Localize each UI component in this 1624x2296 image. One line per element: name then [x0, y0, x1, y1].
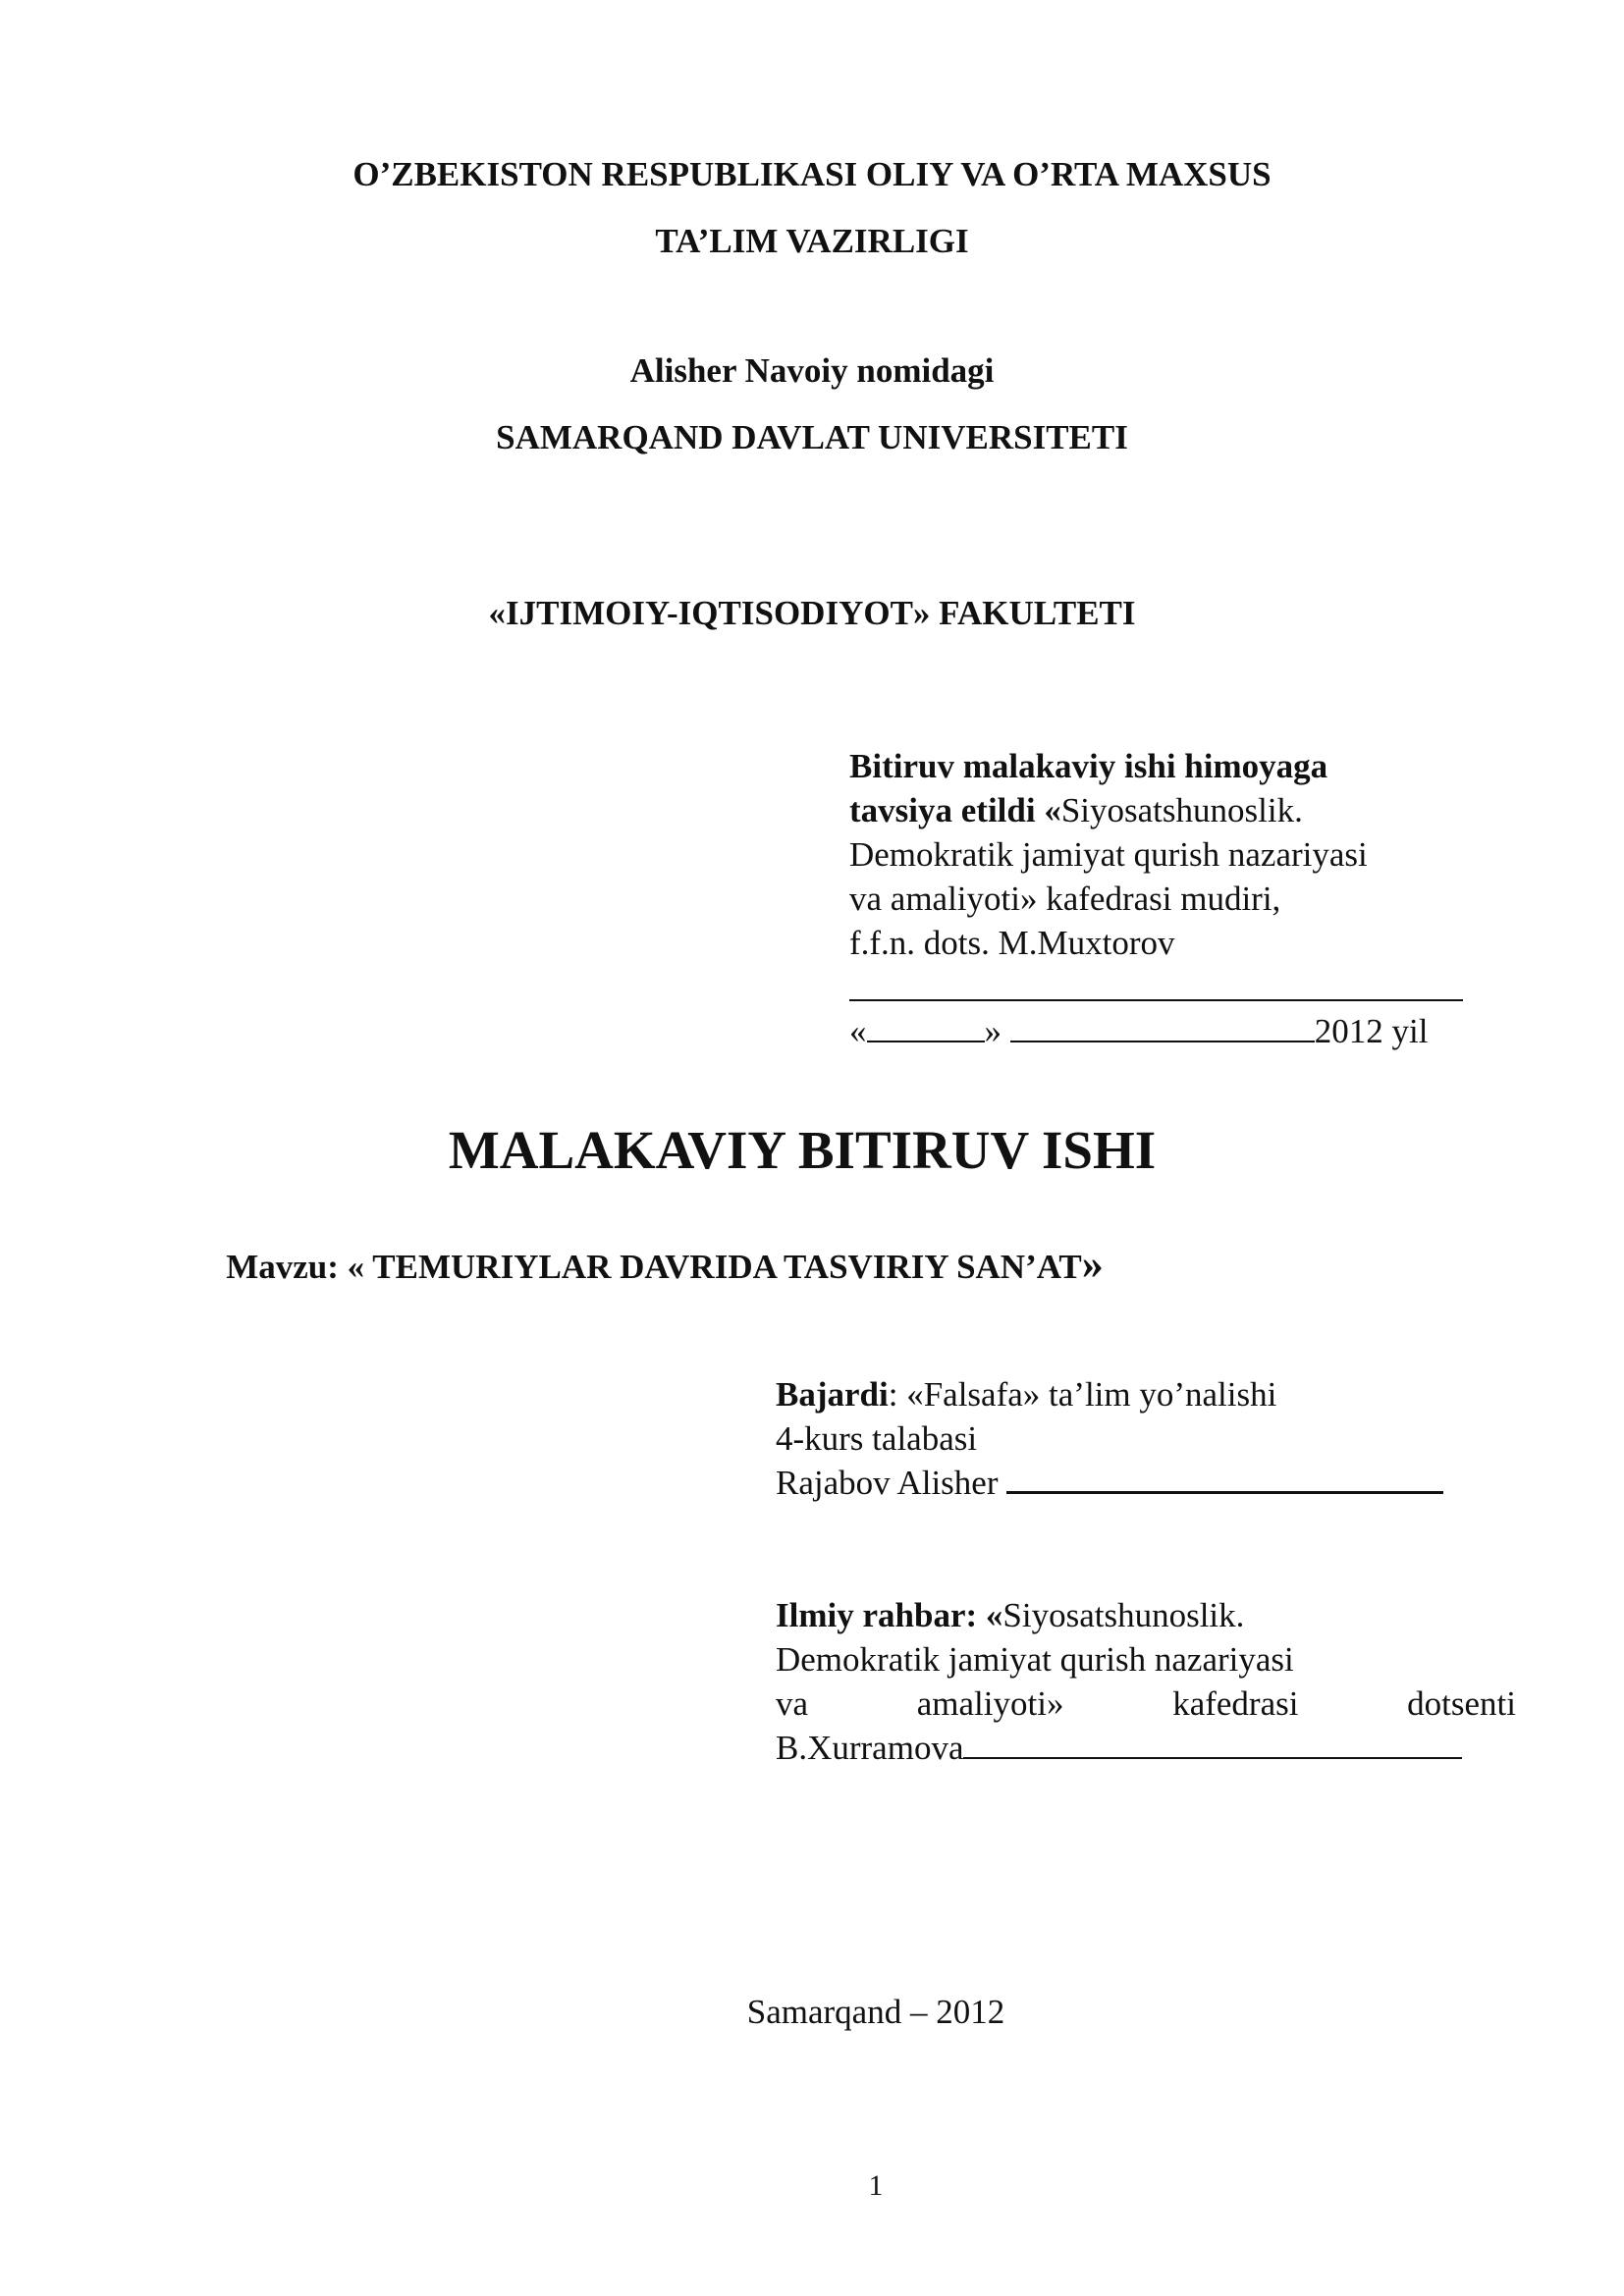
advisor-word-2: amaliyoti»	[916, 1684, 1064, 1723]
advisor-line-4	[776, 1726, 1516, 1770]
advisor-line-1	[776, 1593, 1516, 1637]
approval-line-2	[849, 788, 1478, 832]
university-line-1: Alisher Navoiy nomidagi	[629, 351, 995, 390]
performer-signature-blank	[1006, 1462, 1443, 1494]
performer-name: Rajabov Alisher	[776, 1464, 1007, 1502]
ministry-line-1: O’ZBEKISTON RESPUBLIKASI OLIY VA O’RTA MAXSUS	[352, 155, 1272, 193]
approval-line-2-bold: tavsiya etildi «	[849, 791, 1061, 829]
approval-line-5: f.f.n. dots. M.Muxtorov	[849, 924, 1175, 962]
advisor-word-1: va	[776, 1684, 809, 1723]
approval-date-line	[849, 1009, 1478, 1053]
day-blank	[867, 1011, 985, 1042]
date-open-quote: «	[849, 1012, 867, 1050]
ministry-line-2: TA’LIM VAZIRLIGI	[655, 222, 969, 260]
advisor-name: B.Xurramova	[776, 1729, 964, 1767]
approval-block	[849, 744, 1478, 1053]
advisor-word-3: kafedrasi	[1172, 1684, 1299, 1723]
page-number: 1	[868, 2169, 884, 2202]
topic-label: Mavzu: « TEMURIYLAR DAVRIDA TASVIRIY SAN’AT	[226, 1248, 1082, 1286]
performer-line-3	[776, 1461, 1522, 1505]
approval-line-2-rest: Siyosatshunoslik.	[1060, 791, 1303, 829]
thesis-topic	[0, 1239, 1477, 1289]
performer-line-1	[776, 1372, 1522, 1416]
approval-line-3: Demokratik jamiyat qurish nazariyasi	[849, 835, 1368, 874]
university-line-2: SAMARQAND DAVLAT UNIVERSITETI	[496, 418, 1128, 456]
advisor-line-1-rest: Siyosatshunoslik.	[1002, 1596, 1245, 1634]
document-title: MALAKAVIY BITIRUV ISHI	[448, 1120, 1157, 1180]
date-year: 2012 yil	[1314, 1012, 1429, 1050]
advisor-block	[776, 1593, 1516, 1770]
performer-label: Bajardi	[776, 1375, 889, 1414]
advisor-signature-blank	[963, 1728, 1462, 1759]
advisor-label: Ilmiy rahbar: «	[776, 1596, 1003, 1634]
performer-block	[776, 1372, 1522, 1505]
approval-signature-line	[849, 965, 1478, 1009]
approval-line-1: Bitiruv malakaviy ishi himoyaga	[849, 747, 1328, 785]
topic-close-quote: »	[1081, 1240, 1104, 1288]
date-close-quote: »	[984, 1012, 1001, 1050]
advisor-line-3	[776, 1682, 1516, 1726]
advisor-line-2: Demokratik jamiyat qurish nazariyasi	[776, 1640, 1294, 1679]
performer-line-1-rest: : «Falsafa» ta’lim yo’nalishi	[888, 1375, 1277, 1414]
faculty-name: «IJTIMOIY-IQTISODIYOT» FAKULTETI	[488, 594, 1136, 632]
advisor-word-4: dotsenti	[1407, 1684, 1516, 1723]
performer-line-2: 4-kurs talabasi	[776, 1419, 978, 1458]
approval-line-4: va amaliyoti» kafedrasi mudiri,	[849, 880, 1281, 918]
month-blank	[1010, 1011, 1315, 1042]
city-year: Samarqand – 2012	[746, 1993, 1005, 2031]
